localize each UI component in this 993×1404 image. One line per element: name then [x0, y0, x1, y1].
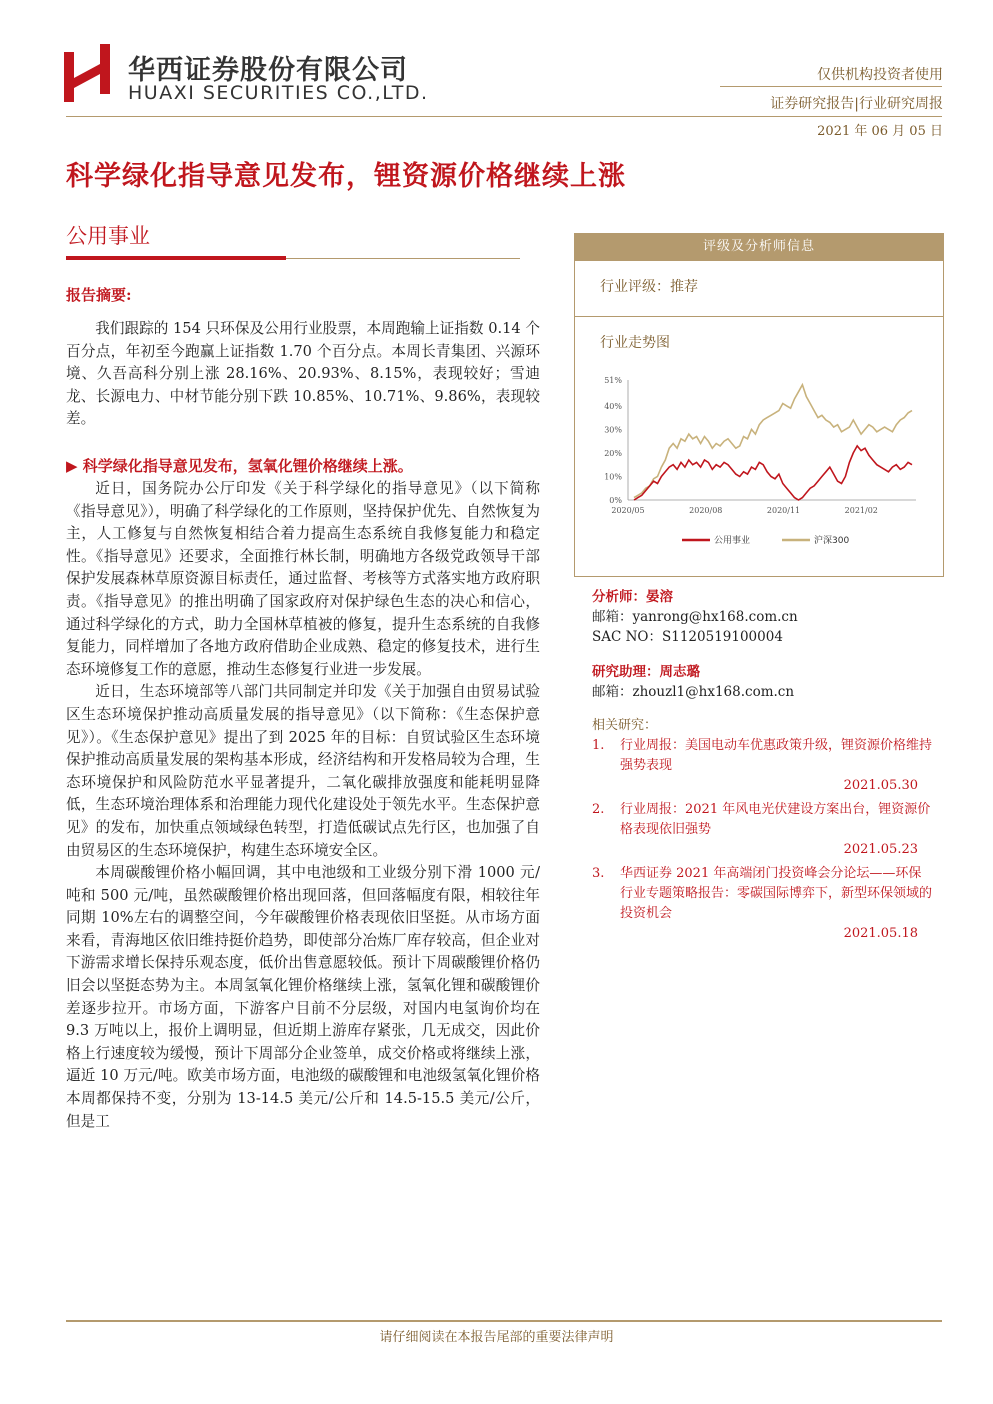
paragraph-2: 近日，生态环境部等八部门共同制定并印发《关于加强自由贸易试验区生态环境保护推动高质量发展的指导意见》（以下简称：《生态保护意见》）。《生态保护意见》提出了到 2025 年的目标：自贸试验区生态环境保护推动高质量发展的架构基本形成，经济结构和开发格局较为合理，生态环境保护和风险防范水平显著提升，二氧化碳排放强度和能耗明显降低，生态环境治理体系和治理能力现代化建设处于领先水平。生态保护意见》的发布，加快重点领域绿色转型，打造低碳试点先行区，也加强了自由贸易区的生态环境保护，构建生态环境安全区。	[66, 683, 540, 859]
footer-disclaimer: 请仔细阅读在本报告尾部的重要法律声明	[379, 1330, 614, 1345]
paragraph-1: 近日，国务院办公厅印发《关于科学绿化的指导意见》（以下简称《指导意见》），明确了科学绿化的工作原则，坚持保护优先、自然恢复为主，人工修复与自然恢复相结合着力提高生态系统自我修复能力和稳定性。《指导意见》还要求，全面推行林长制，明确地方各级党政领导干部保护发展森林草原资源目标责任，通过监督、考核等方式落实地方政府职责。《指导意见》的推出明确了国家政府对保护绿色生态的决心和信心，通过科学绿化的方式，助力全国林草植被的修复，提升生态系统的自我修复能力，同样增加了各地方政府借助企业成熟、稳定的修复技术，进行生态环境修复工作的意愿，推动生态修复行业进一步发展。	[66, 480, 540, 678]
related-item-number: 2.	[592, 802, 605, 817]
x-tick-label: 2020/11	[766, 506, 801, 515]
related-item-date: 2021.05.30	[843, 778, 918, 793]
series-line-csi300	[634, 385, 912, 498]
related-heading: 相关研究：	[592, 718, 658, 733]
industry-trend-chart	[590, 370, 930, 560]
analyst-email: 邮箱：yanrong@hx168.com.cn	[592, 609, 798, 625]
x-tick-label: 2020/05	[611, 506, 645, 515]
related-item-number: 1.	[592, 738, 605, 753]
related-item[interactable]	[592, 736, 932, 796]
related-item-date: 2021.05.23	[843, 842, 918, 857]
y-tick-label: 0%	[609, 496, 622, 505]
summary-intro: 我们跟踪的 154 只环保及公用行业股票，本周跑输上证指数 0.14 个百分点，年初至今跑赢上证指数 1.70 个百分点。本周长青集团、兴源环境、久吾高科分别上涨 28.16%、20.93%、8.15%，表现较好；雪迪龙、长源电力、中材节能分别下跌 10.85%、10.71%、9.86%，表现较差。	[66, 320, 540, 428]
paragraph-3: 本周碳酸锂价格小幅回调，其中电池级和工业级分别下滑 1000 元/吨和 500 元/吨，虽然碳酸锂价格出现回落，但回落幅度有限，相较往年同期 10%左右的调整空间，今年碳酸锂价格表现依旧坚挺。从市场方面来看，青海地区依旧维持挺价趋势，即使部分冶炼厂库存较高，但企业对下游需求增长保持乐观态度，低价出售意愿较低。预计下周碳酸锂价格仍旧会以坚挺态势为主。本周氢氧化锂价格继续上涨，氢氧化锂和碳酸锂价差逐步拉开。市场方面，下游客户目前不分层级，对国内电氢询价均在 9.3 万吨以上，报价上调明显，但近期上游库存紧张，几无成交，因此价格上行速度较为缓慢，预计下周部分企业签单，成交价格或将继续上涨，逼近 10 万元/吨。欧美市场方面，电池级的碳酸锂和电池级氢氧化锂价格本周都保持不变，分别为 13-14.5 美元/公斤和 14.5-15.5 美元/公斤，但是工	[66, 864, 540, 1130]
footer-divider	[66, 1320, 942, 1322]
related-item-title[interactable]: 行业周报：2021 年风电光伏建设方案出台，锂资源价格表现依旧强势	[620, 802, 931, 837]
related-item-date: 2021.05.18	[843, 926, 918, 941]
related-item[interactable]	[592, 864, 932, 944]
rating-box-title: 评级及分析师信息	[574, 233, 944, 261]
industry-label: 公用事业	[66, 224, 150, 248]
report-type: 证券研究报告|行业研究周报	[770, 96, 943, 112]
legend-label: 公用事业	[714, 536, 751, 546]
box-separator	[575, 316, 943, 317]
x-tick-label: 2020/08	[689, 506, 723, 515]
related-item-number: 3.	[592, 866, 605, 881]
report-date: 2021 年 06 月 05 日	[817, 124, 943, 139]
assistant-name: 研究助理：周志璐	[592, 664, 700, 680]
analyst-sac: SAC NO：S1120519100004	[592, 629, 783, 645]
series-line-utilities	[634, 446, 912, 500]
related-item-title[interactable]: 华西证券 2021 年高端闭门投资峰会分论坛——环保行业专题策略报告：零碳国际博弈下，新型环保领域的投资机会	[620, 866, 933, 921]
company-name-cn: 华西证券股份有限公司	[128, 55, 408, 86]
analyst-name: 分析师：晏溶	[592, 589, 673, 605]
related-item-title[interactable]: 行业周报：美国电动车优惠政策升级，锂资源价格维持强势表现	[620, 738, 933, 773]
body-paragraphs	[66, 478, 540, 1133]
related-item[interactable]	[592, 800, 932, 860]
y-tick-label: 30%	[604, 425, 622, 435]
y-tick-label: 51%	[604, 376, 622, 385]
y-tick-label: 40%	[604, 401, 622, 411]
company-logo	[62, 44, 112, 102]
legend-label: 沪深300	[814, 536, 850, 546]
company-name-en: HUAXI SECURITIES CO.,LTD.	[128, 82, 429, 104]
header-divider	[66, 116, 942, 117]
industry-rating: 行业评级：推荐	[600, 279, 698, 295]
industry-underline-thin	[286, 258, 520, 259]
x-tick-label: 2021/02	[844, 506, 878, 515]
y-tick-label: 10%	[604, 472, 622, 482]
header-divider	[720, 86, 942, 87]
assistant-email: 邮箱：zhouzl1@hx168.com.cn	[592, 684, 795, 700]
trend-label: 行业走势图	[600, 335, 670, 351]
audience-note: 仅供机构投资者使用	[817, 67, 943, 83]
related-research-list	[592, 736, 932, 948]
section-bullet: ▶ 科学绿化指导意见发布，氢氧化锂价格继续上涨。	[66, 457, 413, 475]
y-tick-label: 20%	[604, 448, 622, 458]
industry-underline	[66, 256, 286, 260]
summary-heading: 报告摘要:	[66, 286, 132, 304]
report-title: 科学绿化指导意见发布，锂资源价格继续上涨	[66, 161, 626, 192]
